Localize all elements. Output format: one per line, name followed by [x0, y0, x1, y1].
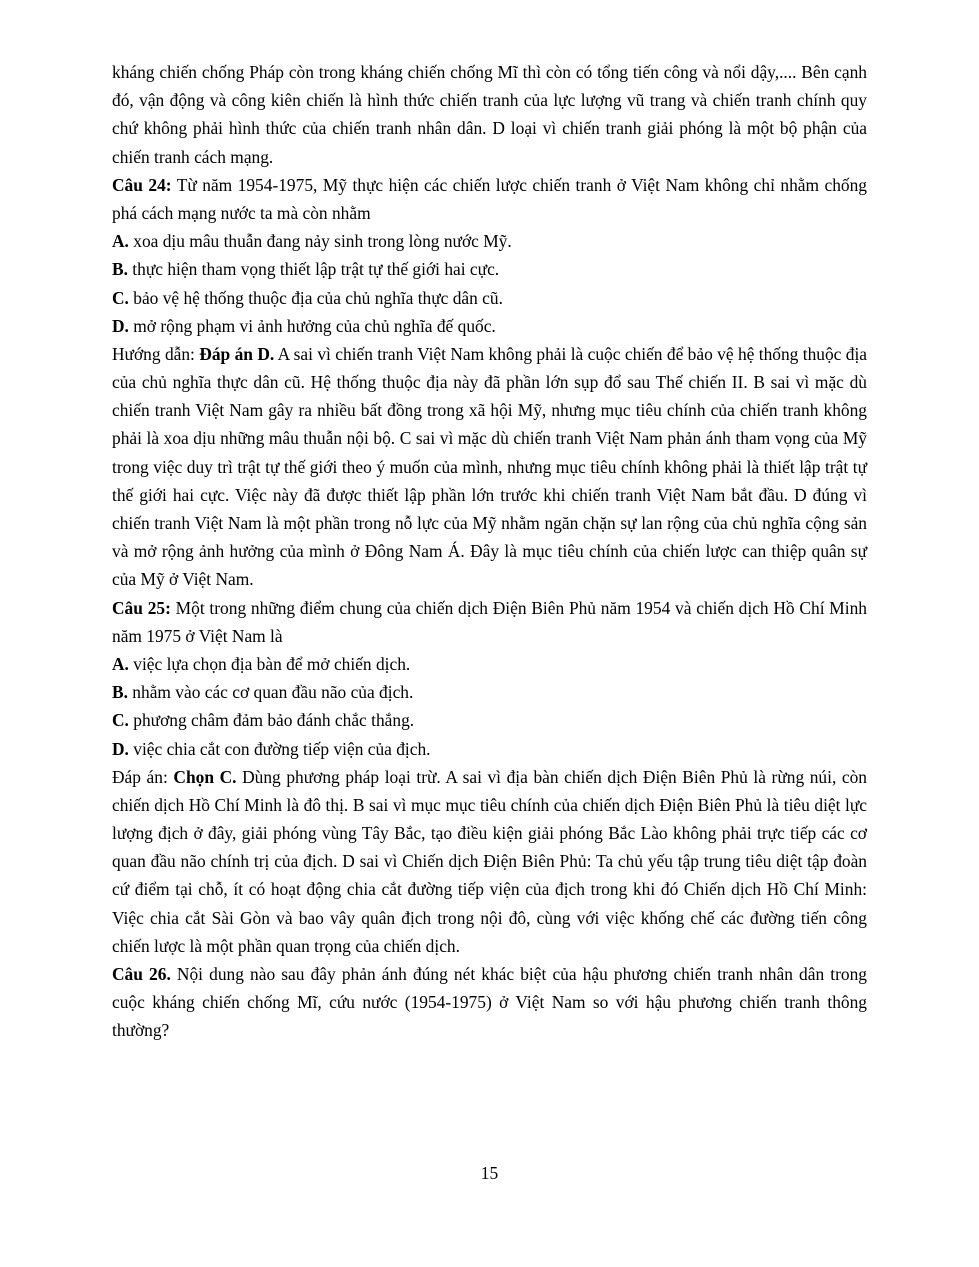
option-letter: C. [112, 710, 129, 731]
question-25-stem [112, 594, 867, 650]
option-text: nhằm vào các cơ quan đầu não của địch. [127, 682, 414, 703]
question-24-option-c [112, 284, 867, 312]
intro-paragraph: kháng chiến chống Pháp còn trong kháng chiến chống Mĩ thì còn có tổng tiến công và nổi dậy,.... Bên cạnh đó, vận động và công kiên chiến là hình thức chiến tranh của lực lượng vũ trang và chiến tranh chính quy chứ không phải hình thức của chiến tranh nhân dân. D loại vì chiến tranh giải phóng là một bộ phận của chiến tranh cách mạng. [112, 62, 867, 167]
question-24-option-b [112, 255, 867, 283]
option-letter: D. [112, 738, 129, 759]
option-letter: C. [112, 287, 129, 308]
question-24-option-a [112, 227, 867, 255]
option-text: việc lựa chọn địa bàn để mở chiến dịch. [128, 653, 411, 674]
explanation-text: Dùng phương pháp loại trừ. A sai vì địa bàn chiến dịch Điện Biên Phủ là rừng núi, còn chiến dịch Hồ Chí Minh là đô thị. B sai vì mục mục tiêu chính của chiến dịch Điện Biên Phủ là tiêu diệt lực lượng địch ở đây, giải phóng vùng Tây Bắc, tạo điều kiện giải phóng Bắc Lào không phải trực tiếp các cơ quan đầu não chính trị của địch. D sai vì Chiến dịch Điện Biên Phủ: Ta chủ yếu tập trung tiêu diệt tập đoàn cứ điểm tại chỗ, ít có hoạt động chia cắt đường tiếp viện của địch trong khi đó Chiến dịch Hồ Chí Minh: Việc chia cắt Sài Gòn và bao vây quân địch trong nội đô, cùng với việc khống chế các đường tiến công chiến lược là một phần quan trọng của chiến dịch. [112, 766, 867, 956]
option-text: việc chia cắt con đường tiếp viện của địch. [128, 738, 431, 759]
question-24-label: Câu 24: [112, 174, 172, 195]
document-body [112, 58, 867, 1045]
question-24-stem [112, 171, 867, 227]
question-26-label: Câu 26. [112, 964, 171, 984]
question-25-label: Câu 25: [112, 597, 171, 618]
option-text: phương châm đảm bảo đánh chắc thắng. [128, 710, 415, 731]
question-24-explanation [112, 340, 867, 594]
question-24-option-d [112, 312, 867, 340]
option-text: mở rộng phạm vi ảnh hưởng của chủ nghĩa đế quốc. [128, 315, 496, 336]
explanation-prefix: Đáp án: [112, 766, 174, 787]
question-25-option-d [112, 735, 867, 763]
question-25-explanation [112, 763, 867, 960]
question-24-text: Từ năm 1954-1975, Mỹ thực hiện các chiến lược chiến tranh ở Việt Nam không chỉ nhằm chống phá cách mạng nước ta mà còn nhằm [112, 174, 867, 223]
explanation-answer: Chọn C. [173, 766, 237, 787]
option-text: xoa dịu mâu thuẫn đang nảy sinh trong lòng nước Mỹ. [128, 231, 512, 252]
explanation-answer: Đáp án D. [199, 343, 275, 364]
option-letter: A. [112, 653, 129, 674]
explanation-text: A sai vì chiến tranh Việt Nam không phải là cuộc chiến để bảo vệ hệ thống thuộc địa của chủ nghĩa thực dân cũ. Hệ thống thuộc địa này đã phần lớn sụp đổ sau Thế chiến II. B sai vì mặc dù chiến tranh Việt Nam gây ra nhiều bất đồng trong xã hội Mỹ, nhưng mục tiêu chính của chiến tranh không phải là xoa dịu những mâu thuẫn nội bộ. C sai vì mặc dù chiến tranh Việt Nam phản ánh tham vọng của Mỹ trong việc duy trì trật tự thế giới theo ý muốn của mình, nhưng mục tiêu chính không phải là thiết lập trật tự thế giới hai cực. Việc này đã được thiết lập phần lớn trước khi chiến tranh Việt Nam bắt đầu. D đúng vì chiến tranh Việt Nam là một phần trong nỗ lực của Mỹ nhằm ngăn chặn sự lan rộng của chủ nghĩa cộng sản và mở rộng ảnh hưởng của mình ở Đông Nam Á. Đây là mục tiêu chính của chiến lược can thiệp quân sự của Mỹ ở Việt Nam. [112, 343, 868, 590]
question-25-option-c [112, 706, 867, 734]
option-letter: D. [112, 315, 129, 336]
question-25-option-a [112, 650, 867, 678]
option-letter: B. [112, 259, 128, 280]
page-number: 15 [480, 1163, 499, 1183]
option-text: thực hiện tham vọng thiết lập trật tự thế giới hai cực. [127, 259, 500, 280]
option-text: bảo vệ hệ thống thuộc địa của chủ nghĩa thực dân cũ. [128, 287, 503, 308]
question-25-option-b [112, 678, 867, 706]
option-letter: A. [112, 231, 129, 252]
explanation-prefix: Hướng dẫn: [112, 343, 200, 364]
option-letter: B. [112, 682, 128, 703]
question-26-stem [112, 960, 867, 1045]
question-25-text: Một trong những điểm chung của chiến dịch Điện Biên Phủ năm 1954 và chiến dịch Hồ Chí Minh năm 1975 ở Việt Nam là [112, 597, 867, 646]
question-26-text: Nội dung nào sau đây phản ánh đúng nét khác biệt của hậu phương chiến tranh nhân dân trong cuộc kháng chiến chống Mĩ, cứu nước (1954-1975) ở Việt Nam so với hậu phương chiến tranh thông thường? [112, 964, 867, 1041]
